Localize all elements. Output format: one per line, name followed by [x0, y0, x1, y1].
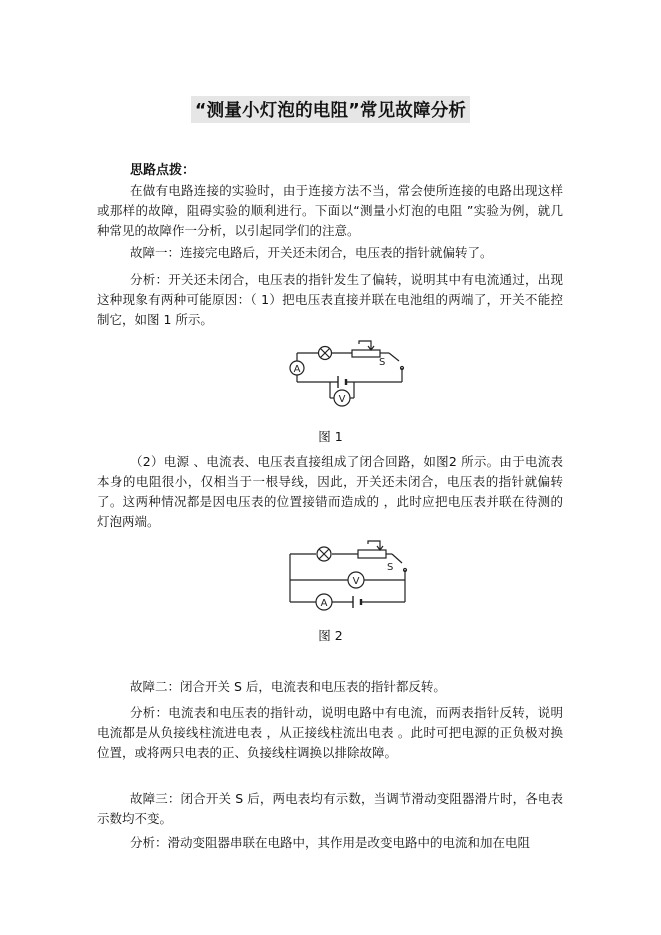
fig1-switch — [389, 353, 399, 361]
analysis1-paragraph: 分析：开关还未闭合，电压表的指针发生了偏转，说明其中有电流通过，出现这种现象有两种可能原因：（ 1）把电压表直接并联在电池组的两端了，开关不能控制它，如图 1 所示。 — [97, 272, 563, 327]
fig2-voltmeter-label: V — [352, 576, 360, 587]
figure2-circuit-diagram — [0, 540, 661, 620]
fig1-voltmeter-label: V — [338, 394, 346, 405]
fault3-paragraph: 故障三：闭合开关 S 后，两电表均有示数，当调节滑动变阻器滑片时，各电表示数均不变。 — [97, 791, 563, 826]
fig2-switch — [392, 554, 402, 563]
fig2-ammeter-label: A — [320, 598, 328, 609]
fault2-paragraph: 故障二：闭合开关 S 后，电流表和电压表的指针都反转。 — [130, 679, 446, 694]
fig2-battery-symbol — [353, 596, 361, 608]
figure1-circuit-diagram — [0, 338, 661, 418]
fig1-rheostat-symbol — [352, 341, 380, 357]
document-title: “测量小灯泡的电阻”常见故障分析 — [191, 96, 470, 123]
intro-paragraph: 在做有电路连接的实验时，由于连接方法不当，常会使所连接的电路出现这样或那样的故障，阻碍实验的顺利进行。下面以“测量小灯泡的电阻 ”实验为例，就几种常见的故障作一分析，以引起同学们的注意。 — [97, 183, 563, 238]
fig1-voltmeter — [334, 390, 350, 406]
fig1-battery-symbol — [338, 376, 346, 388]
fig2-ammeter — [316, 594, 332, 610]
fig1-lamp-symbol — [319, 347, 332, 360]
analysis3-paragraph: 分析：滑动变阻器串联在电路中，其作用是改变电路中的电流和加在电阻 — [130, 835, 531, 850]
section-heading: 思路点拨： — [130, 163, 196, 178]
fig2-switch-label: S — [387, 562, 394, 573]
fig2-lamp-symbol — [317, 547, 331, 561]
fault1-paragraph: 故障一：连接完电路后，开关还未闭合，电压表的指针就偏转了。 — [130, 245, 493, 260]
fig1-ammeter — [290, 361, 304, 375]
figure1-caption: 图 1 — [318, 429, 343, 444]
fig2-rheostat-symbol — [358, 541, 386, 558]
fig1-switch-label: S — [379, 357, 386, 368]
figure2-caption: 图 2 — [318, 628, 343, 643]
analysis2-paragraph: 分析：电流表和电压表的指针动，说明电路中有电流，而两表指针反转，说明电流都是从负接线柱流进电表 ，从正接线柱流出电表 。此时可把电源的正负极对换位置，或将两只电表的正、负接线柱调换以排除故障。 — [97, 705, 563, 760]
fig2-voltmeter — [348, 572, 364, 588]
analysis1b-paragraph: （2）电源 、电流表、电压表直接组成了闭合回路，如图2 所示。由于电流表本身的电阻很小，仅相当于一根导线，因此，开关还未闭合，电压表的指针就偏转了。这两种情况都是因电压表的位置接错而造成的 ，此时应把电压表并联在待测的灯泡两端。 — [97, 454, 563, 529]
fig1-ammeter-label: A — [293, 364, 301, 375]
